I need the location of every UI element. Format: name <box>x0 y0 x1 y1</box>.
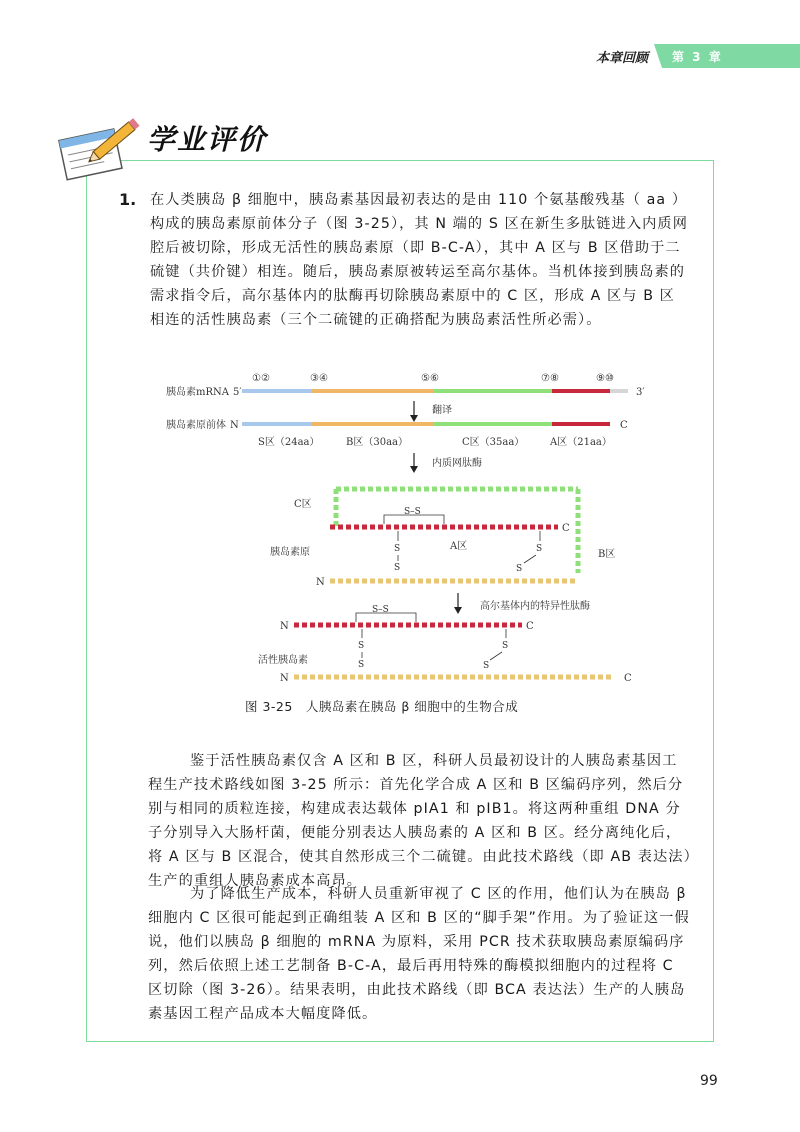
marker-3-4: ③④ <box>310 373 328 384</box>
notepad-pencil-icon <box>52 112 148 182</box>
ss-link-2-s1: S <box>536 544 543 554</box>
mrna-label: 胰岛素mRNA <box>166 387 229 398</box>
active-b-n-terminal: N <box>280 673 289 684</box>
arrow-head-translation <box>410 415 418 422</box>
arrow-head-er <box>410 466 418 473</box>
precursor-segment-b <box>312 422 434 426</box>
mrna-segment-a <box>552 389 610 393</box>
ss-link-1-s1: S <box>394 544 401 554</box>
section-title: 学业评价 <box>147 123 268 156</box>
a-region-label: A区（21aa） <box>550 437 612 448</box>
active-a-c-terminal: C <box>526 621 534 632</box>
ss-link-2b <box>524 555 536 563</box>
golgi-enzyme-label: 高尔基体内的特异性肽酶 <box>480 601 590 612</box>
c-zone-label: C区 <box>294 499 312 510</box>
active-ss-1-s1: S <box>358 641 365 651</box>
precursor-n-label: N <box>230 420 239 431</box>
chapter-badge-text: 第 3 章 <box>672 50 723 64</box>
body-paragraph-2-text: 鉴于活性胰岛素仅含 A 区和 B 区，科研人员最初设计的人胰岛素基因工程生产技术路线如图 3-25 所示：首先化学合成 A 区和 B 区编码序列，然后分别与相同的质粒连接，构建成表达载体 pⅠA1 和 pⅠB1。将这两种重组 DNA 分子分别导入大肠杆菌，便能分别表达人胰岛素的 A 区和 B 区。经分离纯化后，将 A 区与 B 区混合，使其自然形成三个二硫键。由此技术路线（即 AB 表达法）生产的重组人胰岛素成本高昂。 <box>148 753 692 889</box>
body-paragraph-2 <box>148 750 692 893</box>
active-intra-ss: S–S <box>372 605 389 615</box>
active-insulin-label: 活性胰岛素 <box>258 655 308 666</box>
active-ss-2-s1: S <box>502 641 509 651</box>
proinsulin-label: 胰岛素原 <box>270 547 310 558</box>
question-number: 1. <box>119 190 137 209</box>
marker-7-8: ⑦⑧ <box>541 373 559 384</box>
marker-9-10: ⑨⑩ <box>596 373 614 384</box>
c-region-label: C区（35aa） <box>462 437 525 448</box>
mrna-segment-b <box>312 389 434 393</box>
question-paragraph: 在人类胰岛 β 细胞中，胰岛素基因最初表达的是由 110 个氨基酸残基（ aa ）构成的胰岛素原前体分子（图 3-25），其 N 端的 S 区在新生多肽链进入内质网腔后被切除，形成无活性的胰岛素原（即 B-C-A），其中 A 区与 B 区借助于二硫键（共价键）相连。随后，胰岛素原被转运至高尔基体。当机体接到胰岛素的需求指令后，高尔基体内的肽酶再切除胰岛素原中的 C 区，形成 A 区与 B 区相连的活性胰岛素（三个二硫键的正确搭配为胰岛素活性所必需）。 <box>150 192 688 328</box>
three-prime-label: 3′ <box>636 387 645 398</box>
translation-label: 翻译 <box>432 405 452 416</box>
active-ss-2b <box>490 652 502 660</box>
proinsulin-c-terminal: C <box>562 523 570 534</box>
mrna-segment-c <box>434 389 552 393</box>
body-paragraph-3-text: 为了降低生产成本，科研人员重新审视了 C 区的作用，他们认为在胰岛 β 细胞内 C 区很可能起到正确组装 A 区和 B 区的“脚手架”作用。为了验证这一假说，他们以胰岛 β 细胞的 mRNA 为原料，采用 PCR 技术获取胰岛素原编码序列，然后依照上述工艺制备 B-C-A，最后再用特殊的酶模拟细胞内的过程将 C 区切除（图 3-26）。结果表明，由此技术路线（即 BCA 表达法）生产的人胰岛素基因工程产品成本大幅度降低。 <box>148 886 690 1022</box>
ss-link-2-s2: S <box>516 564 523 574</box>
precursor-label: 胰岛素原前体 <box>166 420 226 431</box>
marker-5-6: ⑤⑥ <box>421 373 439 384</box>
b-zone-label: B区 <box>598 549 616 560</box>
arrow-head-golgi <box>454 607 462 614</box>
five-prime-label: 5′ <box>233 387 242 398</box>
s-region-label: S区（24aa） <box>258 437 320 448</box>
er-enzyme-label: 内质网肽酶 <box>432 458 482 469</box>
precursor-segment-a <box>552 422 610 426</box>
a-intra-ss: S–S <box>404 507 421 517</box>
b-region-label: B区（30aa） <box>346 437 408 448</box>
active-ss-1-s2: S <box>358 660 365 670</box>
figure-caption: 图 3-25 人胰岛素在胰岛 β 细胞中的生物合成 <box>245 699 519 714</box>
precursor-segment-s <box>242 422 312 426</box>
insulin-synthesis-diagram <box>150 365 670 695</box>
ss-link-1-s2: S <box>394 563 401 573</box>
active-a-n-terminal: N <box>280 621 289 632</box>
mrna-segment-tail <box>610 389 628 393</box>
a-zone-label: A区 <box>450 541 468 552</box>
chapter-badge <box>662 44 800 68</box>
chapter-review-label: 本章回顾 <box>596 51 649 66</box>
body-paragraph-3 <box>148 883 692 1026</box>
active-ss-2-s2: S <box>483 661 490 671</box>
page-number: 99 <box>700 1073 718 1089</box>
marker-1-2: ①② <box>252 373 270 384</box>
proinsulin-n-terminal: N <box>316 577 325 588</box>
precursor-segment-c <box>434 422 552 426</box>
mrna-segment-s <box>242 389 312 393</box>
active-b-c-terminal: C <box>624 673 632 684</box>
precursor-c-label: C <box>620 420 628 431</box>
